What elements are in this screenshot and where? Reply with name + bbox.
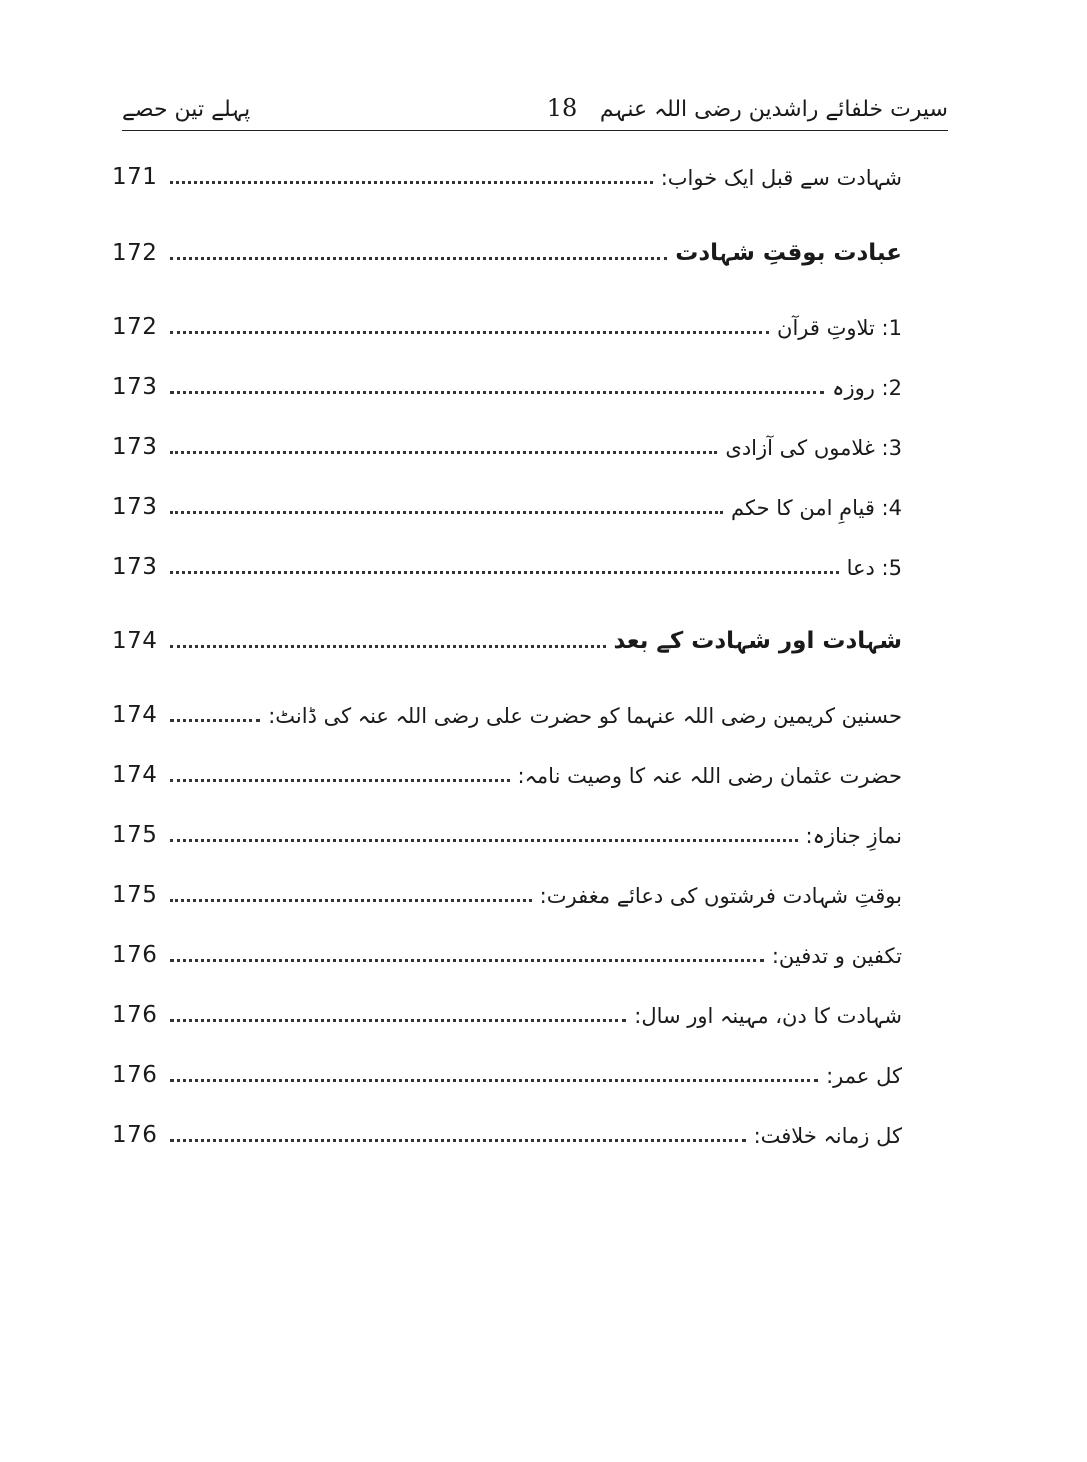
toc-page-number: 172: [112, 240, 158, 266]
toc-page-number: 171: [112, 164, 158, 190]
toc-page-number: 173: [112, 554, 158, 580]
leader-dots: [170, 838, 798, 842]
toc-entry: [112, 810, 902, 850]
toc-entry: [112, 302, 902, 342]
toc-section-title: شہادت اور شہادت کے بعد: [613, 628, 902, 654]
toc-page-number: 172: [112, 314, 158, 340]
toc-page-number: 176: [112, 1122, 158, 1148]
leader-dots: [170, 958, 764, 962]
toc-entry: [112, 750, 902, 790]
toc-entry: [112, 1050, 902, 1090]
leader-dots: [170, 570, 839, 574]
toc-entry: [112, 930, 902, 970]
toc-page-number: 173: [112, 494, 158, 520]
toc-page-number: 176: [112, 1002, 158, 1028]
leader-dots: [170, 256, 667, 260]
toc-page-number: 175: [112, 882, 158, 908]
toc-title: 4: قیامِ امن کا حکم: [731, 496, 902, 520]
page-number: 18: [546, 94, 578, 122]
toc-entry: [112, 362, 902, 402]
toc-title: حضرت عثمان رضی اللہ عنہ کا وصیت نامہ:: [517, 764, 902, 788]
toc-page-number: 174: [112, 628, 158, 654]
leader-dots: [170, 718, 260, 722]
toc-entry: [112, 1110, 902, 1150]
header-book-title: سیرت خلفائے راشدین رضی اللہ عنہم: [599, 97, 948, 122]
leader-dots: [170, 180, 653, 184]
leader-dots: [170, 330, 769, 334]
leader-dots: [170, 1078, 818, 1082]
toc-entry: [112, 870, 902, 910]
toc-title: بوقتِ شہادت فرشتوں کی دعائے مغفرت:: [539, 884, 902, 908]
toc-page-number: 176: [112, 1062, 158, 1088]
toc-title: کل عمر:: [826, 1064, 902, 1088]
toc-entry: [112, 482, 902, 522]
toc-entry: [112, 616, 902, 656]
leader-dots: [170, 1138, 746, 1142]
toc-entry: [112, 690, 902, 730]
toc-title: شہادت کا دن، مہینہ اور سال:: [634, 1004, 902, 1028]
toc-entry: [112, 422, 902, 462]
toc-title: 1: تلاوتِ قرآن: [777, 316, 902, 340]
toc-title: تکفین و تدفین:: [771, 944, 902, 968]
leader-dots: [170, 390, 824, 394]
toc-page-number: 176: [112, 942, 158, 968]
leader-dots: [170, 898, 532, 902]
toc-page-number: 174: [112, 702, 158, 728]
toc-entry: [112, 990, 902, 1030]
toc-title: نمازِ جنازہ:: [805, 824, 902, 848]
toc-section-title: عبادت بوقتِ شہادت: [675, 240, 902, 266]
page-header: [122, 78, 948, 131]
toc-page-number: 173: [112, 434, 158, 460]
header-section-label: پہلے تین حصے: [122, 97, 251, 122]
toc-page-number: 173: [112, 374, 158, 400]
toc-title: 2: روزہ: [832, 376, 902, 400]
leader-dots: [170, 1018, 626, 1022]
toc-entry: [112, 542, 902, 582]
toc-title: 3: غلاموں کی آزادی: [725, 436, 902, 460]
toc-title: کل زمانہ خلافت:: [753, 1124, 902, 1148]
leader-dots: [170, 644, 606, 648]
toc-title: حسنین کریمین رضی اللہ عنہما کو حضرت علی رضی اللہ عنہ کی ڈانٹ:: [268, 704, 902, 728]
toc-title: شہادت سے قبل ایک خواب:: [660, 166, 902, 190]
toc-title: 5: دعا: [846, 556, 902, 580]
leader-dots: [170, 510, 723, 514]
leader-dots: [170, 778, 510, 782]
toc-entry: [112, 228, 902, 268]
leader-dots: [170, 450, 717, 454]
toc-page-number: 174: [112, 762, 158, 788]
toc-page-number: 175: [112, 822, 158, 848]
toc-entry: [112, 152, 902, 192]
